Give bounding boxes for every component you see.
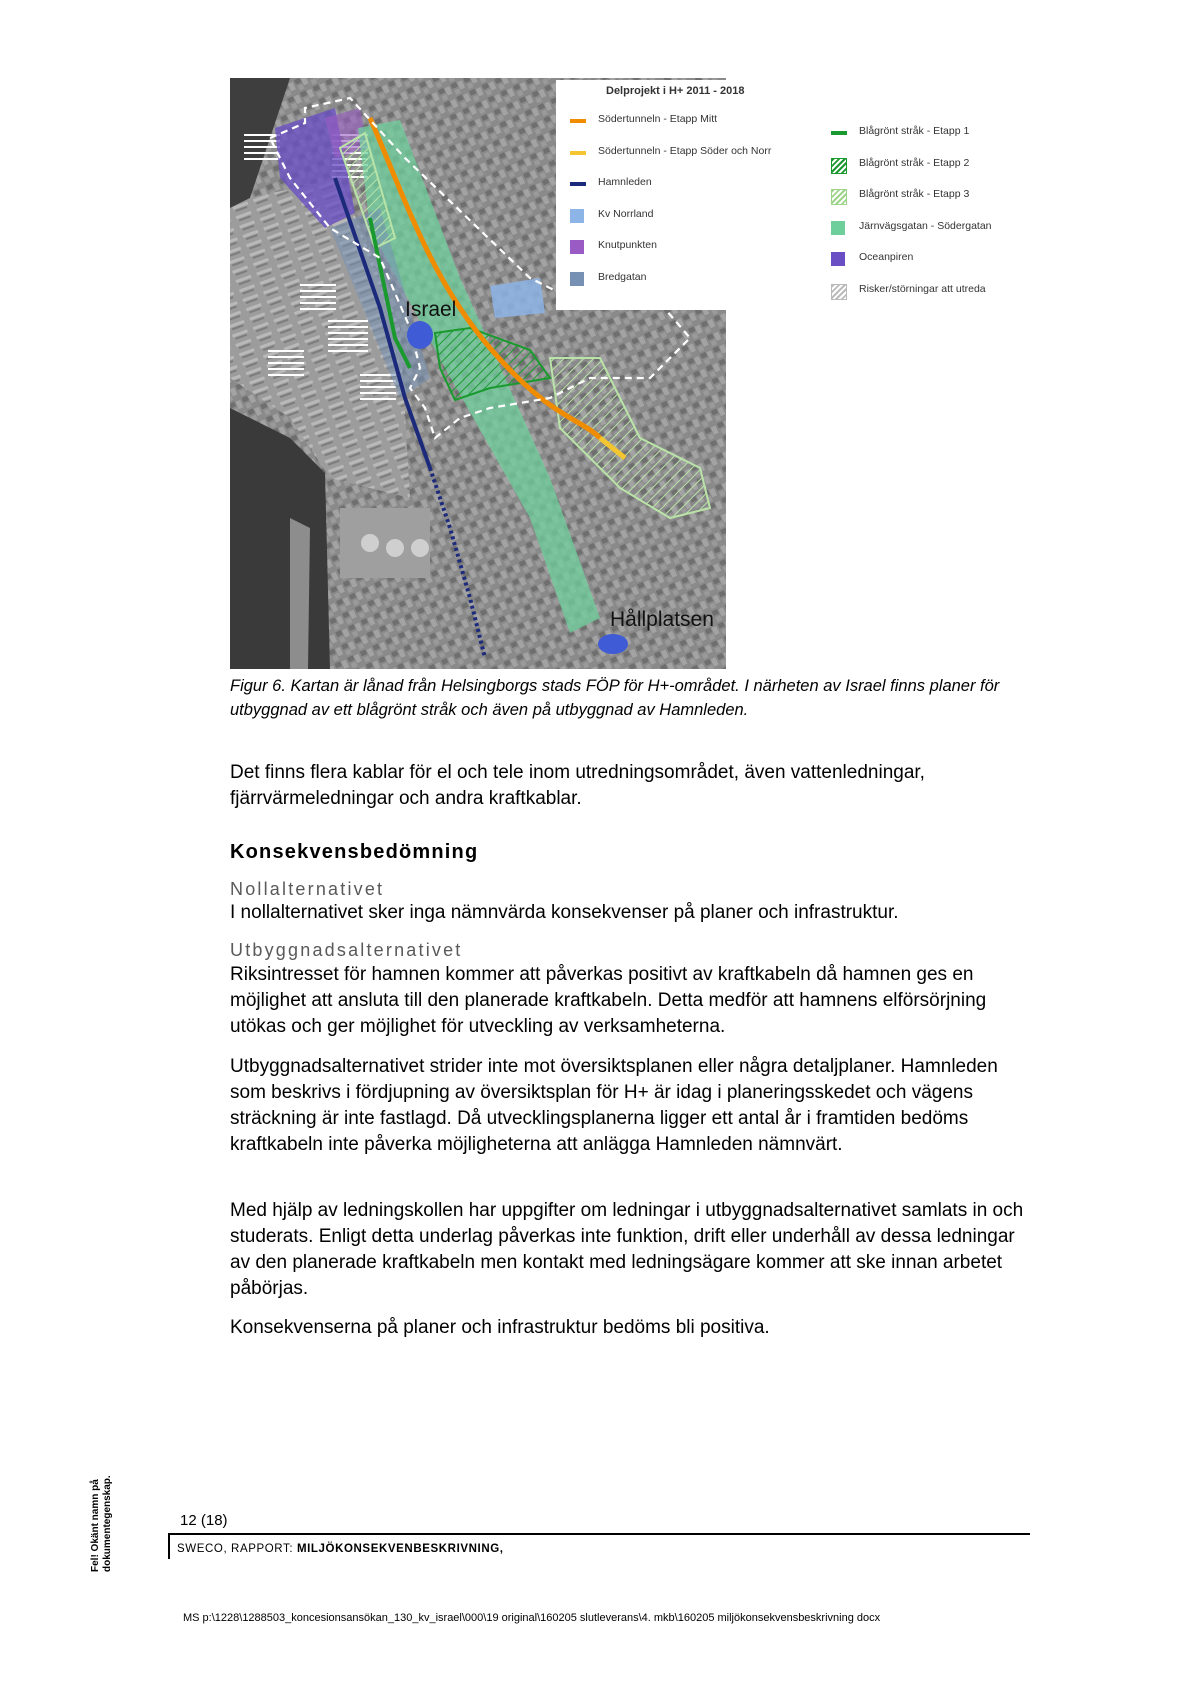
section-heading: Konsekvensbedömning <box>230 841 479 863</box>
file-path: MS p:\1228\1288503_koncesionsansökan_130_kv_israel\000\19 original\160205 slutleverans\4. mkb\160205 miljökonsekvensbeskrivning docx <box>183 1612 881 1624</box>
footer-report-type: MILJÖKONSEKVENBESKRIVNING, <box>296 1543 504 1555</box>
legend-item-label: Knutpunkten <box>598 239 657 251</box>
legend-item <box>570 113 717 125</box>
legend-item <box>831 188 969 200</box>
legend-item <box>570 239 657 251</box>
legend-item-label: Kv Norrland <box>598 207 654 220</box>
legend-swatch <box>831 221 845 235</box>
legend-item-label: Järnvägsgatan - Södergatan <box>859 219 992 232</box>
paragraph-ledningskollen: Med hjälp av ledningskollen har uppgifter om ledningar i utbyggnadsalternativet samlats in och studerats. Enligt detta underlag påverkas inte funktion, drift eller underhåll av dessa ledningar av den planerade kraftkabeln men kontakt med ledningsägare kommer att ske innan arbetet påbörjas. <box>230 1200 1024 1299</box>
legend-item-label: Blågrönt stråk - Etapp 3 <box>859 188 970 200</box>
legend-swatch <box>831 284 847 300</box>
footer-vertical-rule <box>168 1533 170 1559</box>
legend-swatch <box>570 119 586 123</box>
legend-swatch <box>570 182 586 186</box>
legend-item <box>570 208 653 220</box>
legend-item-label: Oceanpiren <box>859 251 914 263</box>
page-number: 12 (18) <box>180 1512 228 1529</box>
legend-swatch <box>570 272 584 286</box>
legend-item <box>570 145 771 157</box>
paragraph-conclusion: Konsekvenserna på planer och infrastruktur bedöms bli positiva. <box>230 1317 770 1338</box>
footer-company: SWECO, RAPPORT: <box>177 1543 297 1555</box>
figure-caption: Figur 6. Kartan är lånad från Helsingborgs stads FÖP för H+-området. I närheten av Israel finns planer för utbyggnad av ett blågrönt stråk och även på utbyggnad av Hamnleden. <box>230 677 1000 719</box>
map-legend <box>556 80 1036 310</box>
legend-item-label: Blågrönt stråk - Etapp 2 <box>859 156 970 169</box>
legend-item <box>831 157 969 169</box>
legend-item-label: Hamnleden <box>598 176 652 188</box>
legend-swatch <box>831 131 847 135</box>
intro-paragraph: Det finns flera kablar för el och tele inom utredningsområdet, även vattenledningar, fjärrvärmeledningar och andra kraftkablar. <box>230 762 925 809</box>
paragraph-riksintresse: Riksintresset för hamnen kommer att påverkas positivt av kraftkabeln då hamnen ges en möjlighet att ansluta till den planerade kraftkabeln. Detta medför att hamnens elförsörjning utökas och ger möjlighet för utveckling av verksamheterna. <box>230 964 987 1037</box>
paragraph-oversiktsplan: Utbyggnadsalternativet strider inte mot översiktsplanen eller några detaljplaner. Hamnleden som beskrivs i fördjupning av översiktsplan för H+ är idag i planeringsskedet och vägens sträckning är inte fastlagd. Då utvecklingsplanerna ligger ett antal år i framtiden bedöms kraftkabeln inte påverka möjligheterna att anlägga Hamnleden nämnvärt. <box>230 1056 998 1155</box>
legend-item <box>570 271 646 283</box>
legend-item-label: Södertunneln - Etapp Mitt <box>598 113 718 125</box>
legend-item-label: Bredgatan <box>598 270 647 283</box>
subheading-utbyggnadsalternativet: Utbyggnadsalternativet <box>230 940 463 960</box>
legend-title: Delprojekt i H+ 2011 - 2018 <box>606 85 745 97</box>
side-note: Fel! Okänt namn på dokumentegenskap. <box>90 1475 113 1572</box>
legend-item-label: Blågrönt stråk - Etapp 1 <box>859 125 970 137</box>
legend-item <box>831 125 969 137</box>
legend-item-label: Risker/störningar att utreda <box>859 282 986 295</box>
footer-rule <box>168 1533 1030 1535</box>
footer-report-title <box>177 1543 504 1555</box>
legend-swatch <box>570 240 584 254</box>
subheading-nollalternativet: Nollalternativet <box>230 879 385 899</box>
legend-swatch <box>570 209 584 223</box>
legend-item <box>831 251 913 263</box>
legend-item <box>831 283 986 295</box>
map-label-israel: Israel <box>405 298 457 321</box>
legend-swatch <box>831 189 847 205</box>
legend-item <box>570 176 652 188</box>
paragraph-nollalternativet: I nollalternativet sker inga nämnvärda konsekvenser på planer och infrastruktur. <box>230 902 899 923</box>
legend-swatch <box>831 252 845 266</box>
legend-item-label: Södertunneln - Etapp Söder och Norr <box>598 144 772 157</box>
legend-item <box>831 220 992 232</box>
legend-swatch <box>831 158 847 174</box>
legend-swatch <box>570 151 586 155</box>
map-label-hallplatsen: Hållplatsen <box>610 608 714 631</box>
